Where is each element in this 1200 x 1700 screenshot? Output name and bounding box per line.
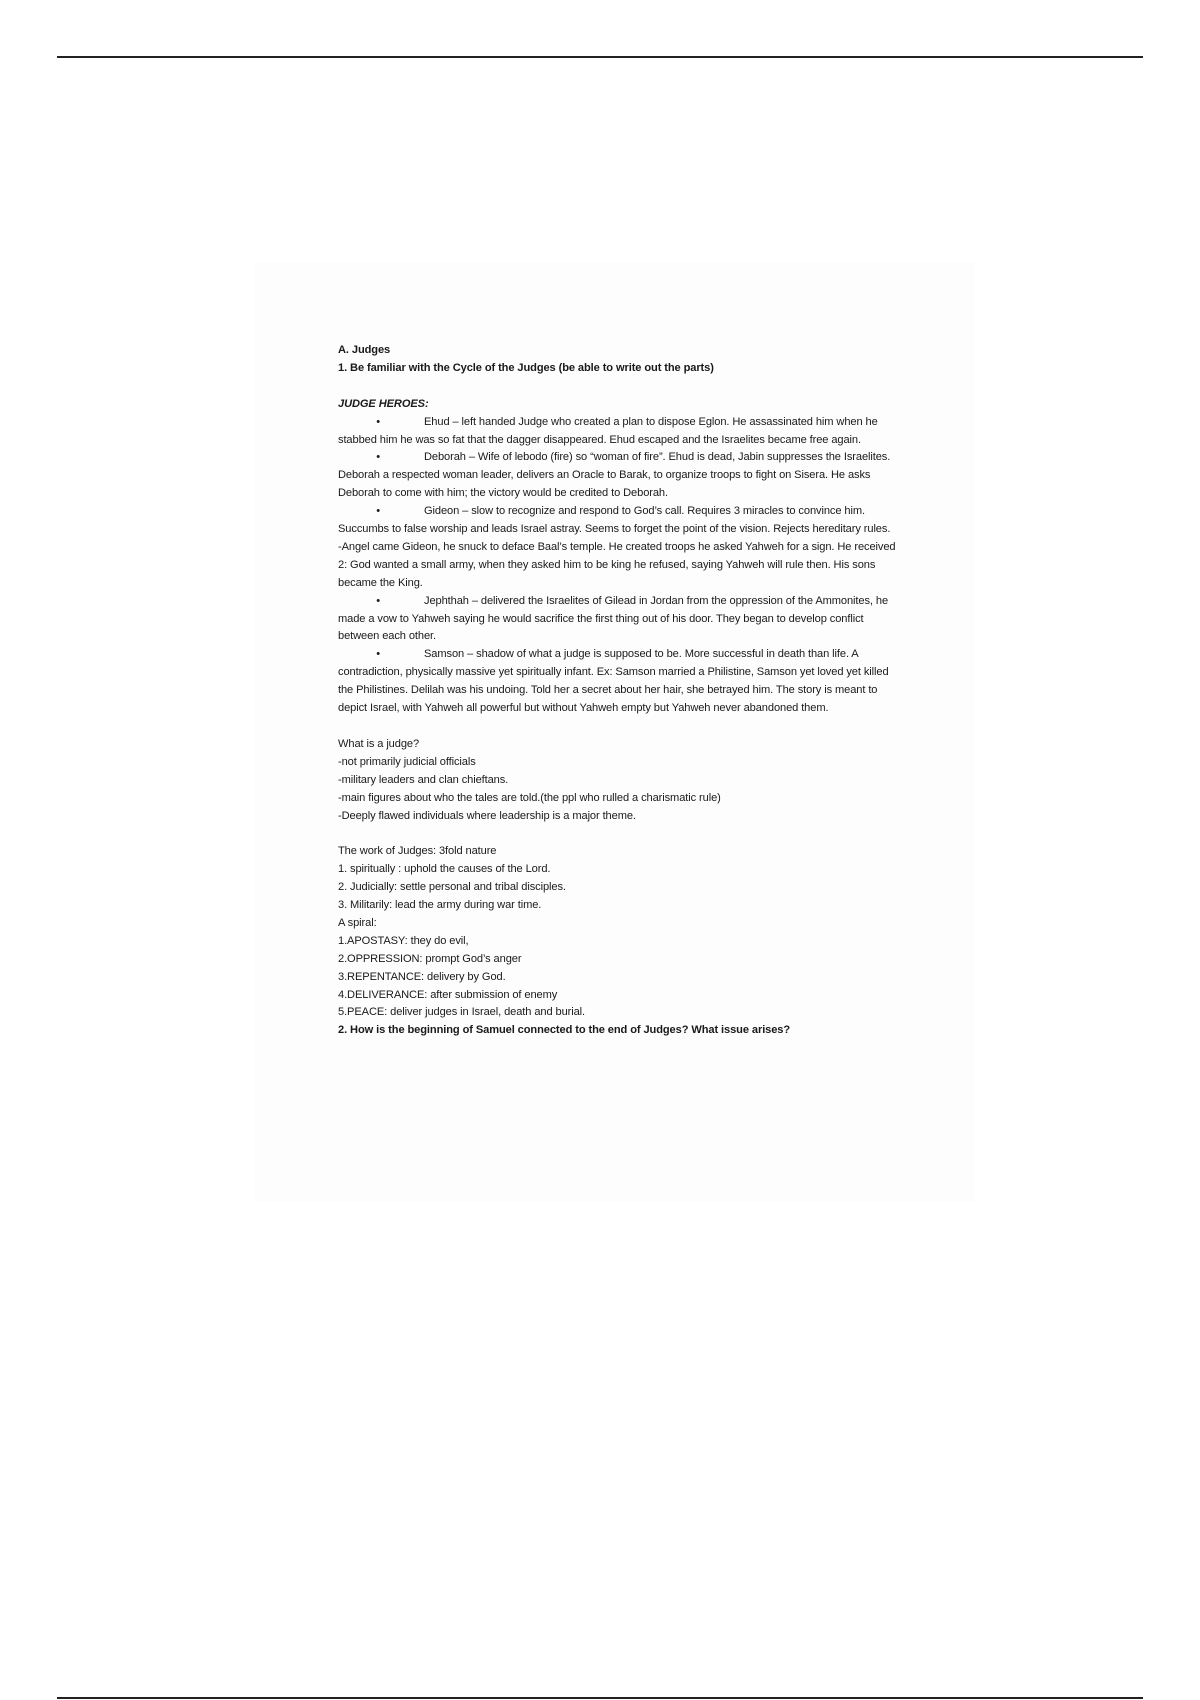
- hero-jephthah: • Jephthah – delivered the Israelites of Gilead in Jordan from the oppression of the Ammonites, he made a vow to Yahweh saying he would sacrifice the first thing out of his door. They began to develop conflict between each other.: [338, 594, 889, 643]
- judge-point: -main figures about who the tales are told.(the ppl who rulled a charismatic rule): [338, 791, 721, 804]
- heroes-heading: JUDGE HEROES:: [338, 397, 429, 410]
- spiral-step: 1.APOSTASY: they do evil,: [338, 934, 469, 947]
- bullet-icon: •: [376, 594, 380, 607]
- bullet-icon: •: [376, 415, 380, 428]
- spiral-step: 5.PEACE: deliver judges in Israel, death and burial.: [338, 1006, 586, 1019]
- judge-point: -military leaders and clan chieftans.: [338, 773, 509, 786]
- bullet-icon: •: [376, 648, 380, 661]
- work-point: 2. Judicially: settle personal and tribal disciples.: [338, 881, 566, 894]
- hero-gideon: • Gideon – slow to recognize and respond to God’s call. Requires 3 miracles to convince him. Succumbs to false worship and leads Israel astray. Seems to forget the point of the vision. Rejects hereditary rules.: [338, 505, 891, 536]
- spiral-step: 4.DELIVERANCE: after submission of enemy: [338, 988, 558, 1001]
- question-1: 1. Be familiar with the Cycle of the Judges (be able to write out the parts): [338, 361, 714, 374]
- hero-samson: • Samson – shadow of what a judge is supposed to be. More successful in death than life. A contradiction, physically massive yet spiritually infant. Ex: Samson married a Philistine, Samson yet loved yet killed the Philistines. Delilah was his undoing. Told her a secret about her hair, she betrayed him. The story is meant to depict Israel, with Yahweh all powerful but without Yahweh empty but Yahweh never abandoned them.: [338, 648, 889, 715]
- hero-deborah: • Deborah – Wife of lebodo (fire) so “woman of fire”. Ehud is dead, Jabin suppresses the Israelites. Deborah a respected woman leader, delivers an Oracle to Barak, to organize troops to fight on Sisera. He asks Deborah to come with him; the victory would be credited to Deborah.: [338, 451, 891, 500]
- spiral-step: 3.REPENTANCE: delivery by God.: [338, 970, 506, 983]
- section-heading: A. Judges: [338, 344, 391, 356]
- bullet-icon: •: [376, 505, 380, 518]
- top-divider: [57, 56, 1143, 58]
- question-2: 2. How is the beginning of Samuel connected to the end of Judges? What issue arises?: [338, 1024, 791, 1037]
- document-body: [338, 342, 898, 1040]
- spiral-title: A spiral:: [338, 916, 377, 929]
- bullet-icon: •: [376, 451, 380, 464]
- spiral-step: 2.OPPRESSION: prompt God’s anger: [338, 952, 522, 965]
- bottom-divider: [57, 1697, 1143, 1699]
- work-of-judges-title: The work of Judges: 3fold nature: [338, 845, 497, 858]
- judge-point: -Deeply flawed individuals where leadership is a major theme.: [338, 809, 636, 822]
- judge-point: -not primarily judicial officials: [338, 755, 476, 768]
- hero-ehud: • Ehud – left handed Judge who created a plan to dispose Eglon. He assassinated him when he stabbed him he was so fat that the dagger disappeared. Ehud escaped and the Israelites became free again.: [338, 415, 878, 446]
- work-point: 1. spiritually : uphold the causes of the Lord.: [338, 863, 551, 876]
- gideon-extra: -Angel came Gideon, he snuck to deface Baal’s temple. He created troops he asked Yahweh for a sign. He received 2: God wanted a small army, when they asked him to be king he refused, saying Yahweh will rule then. His sons became the King.: [338, 540, 896, 589]
- work-point: 3. Militarily: lead the army during war time.: [338, 899, 542, 912]
- what-is-judge-question: What is a judge?: [338, 737, 420, 750]
